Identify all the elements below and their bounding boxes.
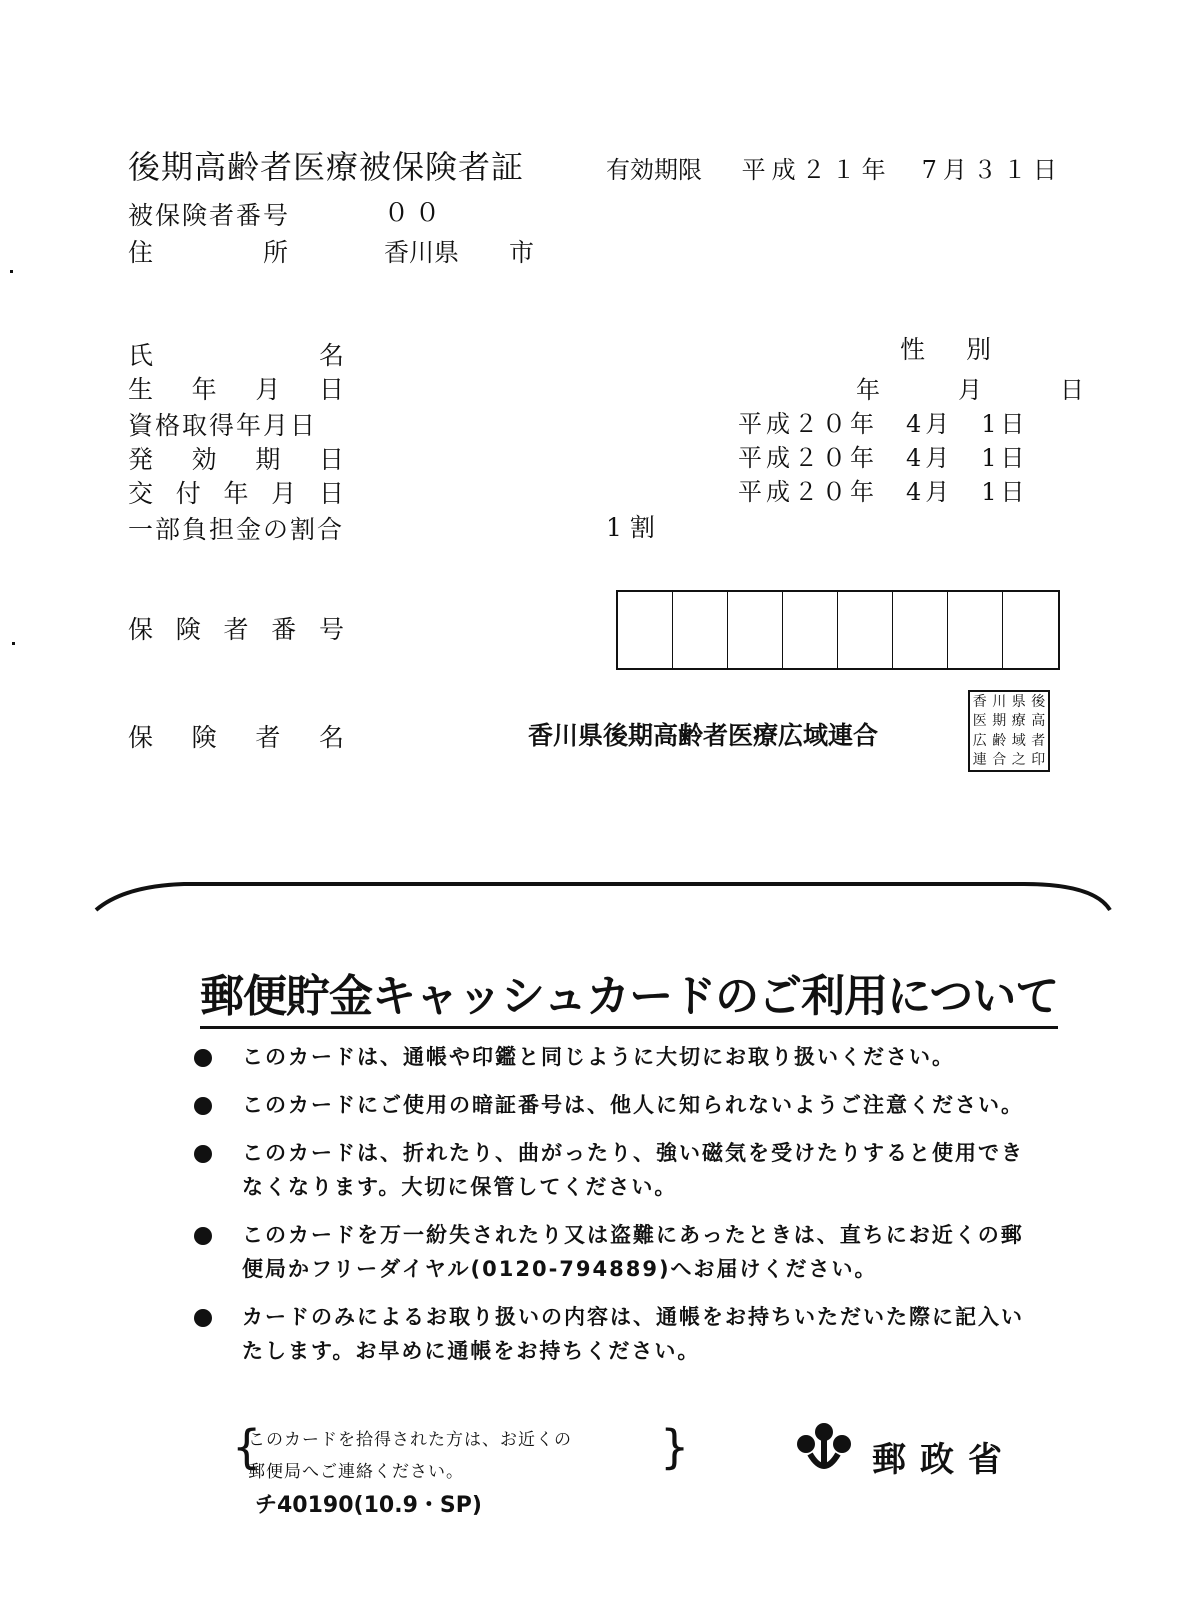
insurer-number-cell xyxy=(728,592,783,668)
insurer-number-cell xyxy=(618,592,673,668)
validity-label: 有効期限 xyxy=(606,156,702,184)
bullet-icon xyxy=(194,1097,212,1115)
name-label: 氏 名 xyxy=(128,341,346,370)
insurer-name-value: 香川県後期高齢者医療広域連合 xyxy=(528,721,879,750)
insurer-number-cell xyxy=(1003,592,1058,668)
issued-date-value: 平成２０年 4月 1日 xyxy=(738,478,1029,506)
cash-card-title: 郵便貯金キャッシュカードのご利用について xyxy=(200,960,1058,1029)
left-bracket-icon: { xyxy=(232,1420,262,1474)
notice-item: このカードは、通帳や印鑑と同じように大切にお取り扱いください。 xyxy=(190,1040,1030,1074)
acquired-label: 資格取得年月日 xyxy=(128,411,318,440)
insurer-seal-stamp: 香 川 県 後 医 期 療 高 広 齢 域 者 連 合 之 印 xyxy=(968,690,1050,772)
sex-label: 性 別 xyxy=(900,335,1000,364)
right-bracket-icon: } xyxy=(660,1420,690,1474)
insurer-number-cell xyxy=(893,592,948,668)
notice-item: カードのみによるお取り扱いの内容は、通帳をお持ちいただいた際に記入いたします。お早めに通帳をお持ちください。 xyxy=(190,1300,1030,1368)
insured-number-label: 被保険者番号 xyxy=(128,201,291,230)
card-title: 後期高齢者医療被保険者証 xyxy=(128,148,525,186)
insurer-number-cell xyxy=(948,592,1003,668)
bullet-icon xyxy=(194,1145,212,1163)
issued-label: 交 付 年 月 日 xyxy=(128,479,346,508)
form-code: チ40190(10.9・SP) xyxy=(255,1493,482,1518)
address-value: 香川県 市 xyxy=(384,238,535,267)
insurer-number-boxes xyxy=(616,590,1060,670)
insurer-name-label: 保 険 者 名 xyxy=(128,723,346,752)
found-card-notice: このカードを拾得された方は、お近くの 郵便局へご連絡ください。 xyxy=(248,1430,572,1482)
validity-row xyxy=(606,150,1063,185)
acquired-date-value: 平成２０年 4月 1日 xyxy=(738,410,1029,438)
notice-item: このカードを万一紛失されたり又は盗難にあったときは、直ちにお近くの郵便局かフリーダイヤル(0120-794889)へお届けください。 xyxy=(190,1218,1030,1286)
insurer-number-cell xyxy=(783,592,838,668)
ministry-name: 郵政省 xyxy=(872,1440,1016,1480)
validity-date: 平成２１年 7月３１日 xyxy=(741,156,1063,184)
insured-number-value: ００ xyxy=(384,198,447,227)
copay-value: 1 割 xyxy=(606,513,655,542)
insurer-number-cell xyxy=(838,592,893,668)
notice-list xyxy=(190,1040,1030,1382)
bullet-icon xyxy=(194,1309,212,1327)
insurer-number-cell xyxy=(673,592,728,668)
bullet-icon xyxy=(194,1049,212,1067)
card-edge-divider xyxy=(94,880,1114,960)
scan-speck xyxy=(10,270,13,273)
copay-label: 一部負担金の割合 xyxy=(128,515,345,544)
insurer-number-label: 保 険 者 番 号 xyxy=(128,615,346,644)
effective-date-value: 平成２０年 4月 1日 xyxy=(738,444,1029,472)
scan-speck xyxy=(12,642,15,645)
effective-label: 発 効 期 日 xyxy=(128,445,346,474)
address-label: 住 所 xyxy=(128,238,291,267)
notice-item: このカードにご使用の暗証番号は、他人に知られないようご注意ください。 xyxy=(190,1088,1030,1122)
birth-label: 生 年 月 日 xyxy=(128,375,346,404)
notice-item: このカードは、折れたり、曲がったり、強い磁気を受けたりすると使用できなくなります。大切に保管してください。 xyxy=(190,1136,1030,1204)
birth-date-value: 年 月 日 xyxy=(856,376,1094,404)
postal-ministry-logo xyxy=(792,1418,856,1482)
bullet-icon xyxy=(194,1227,212,1245)
